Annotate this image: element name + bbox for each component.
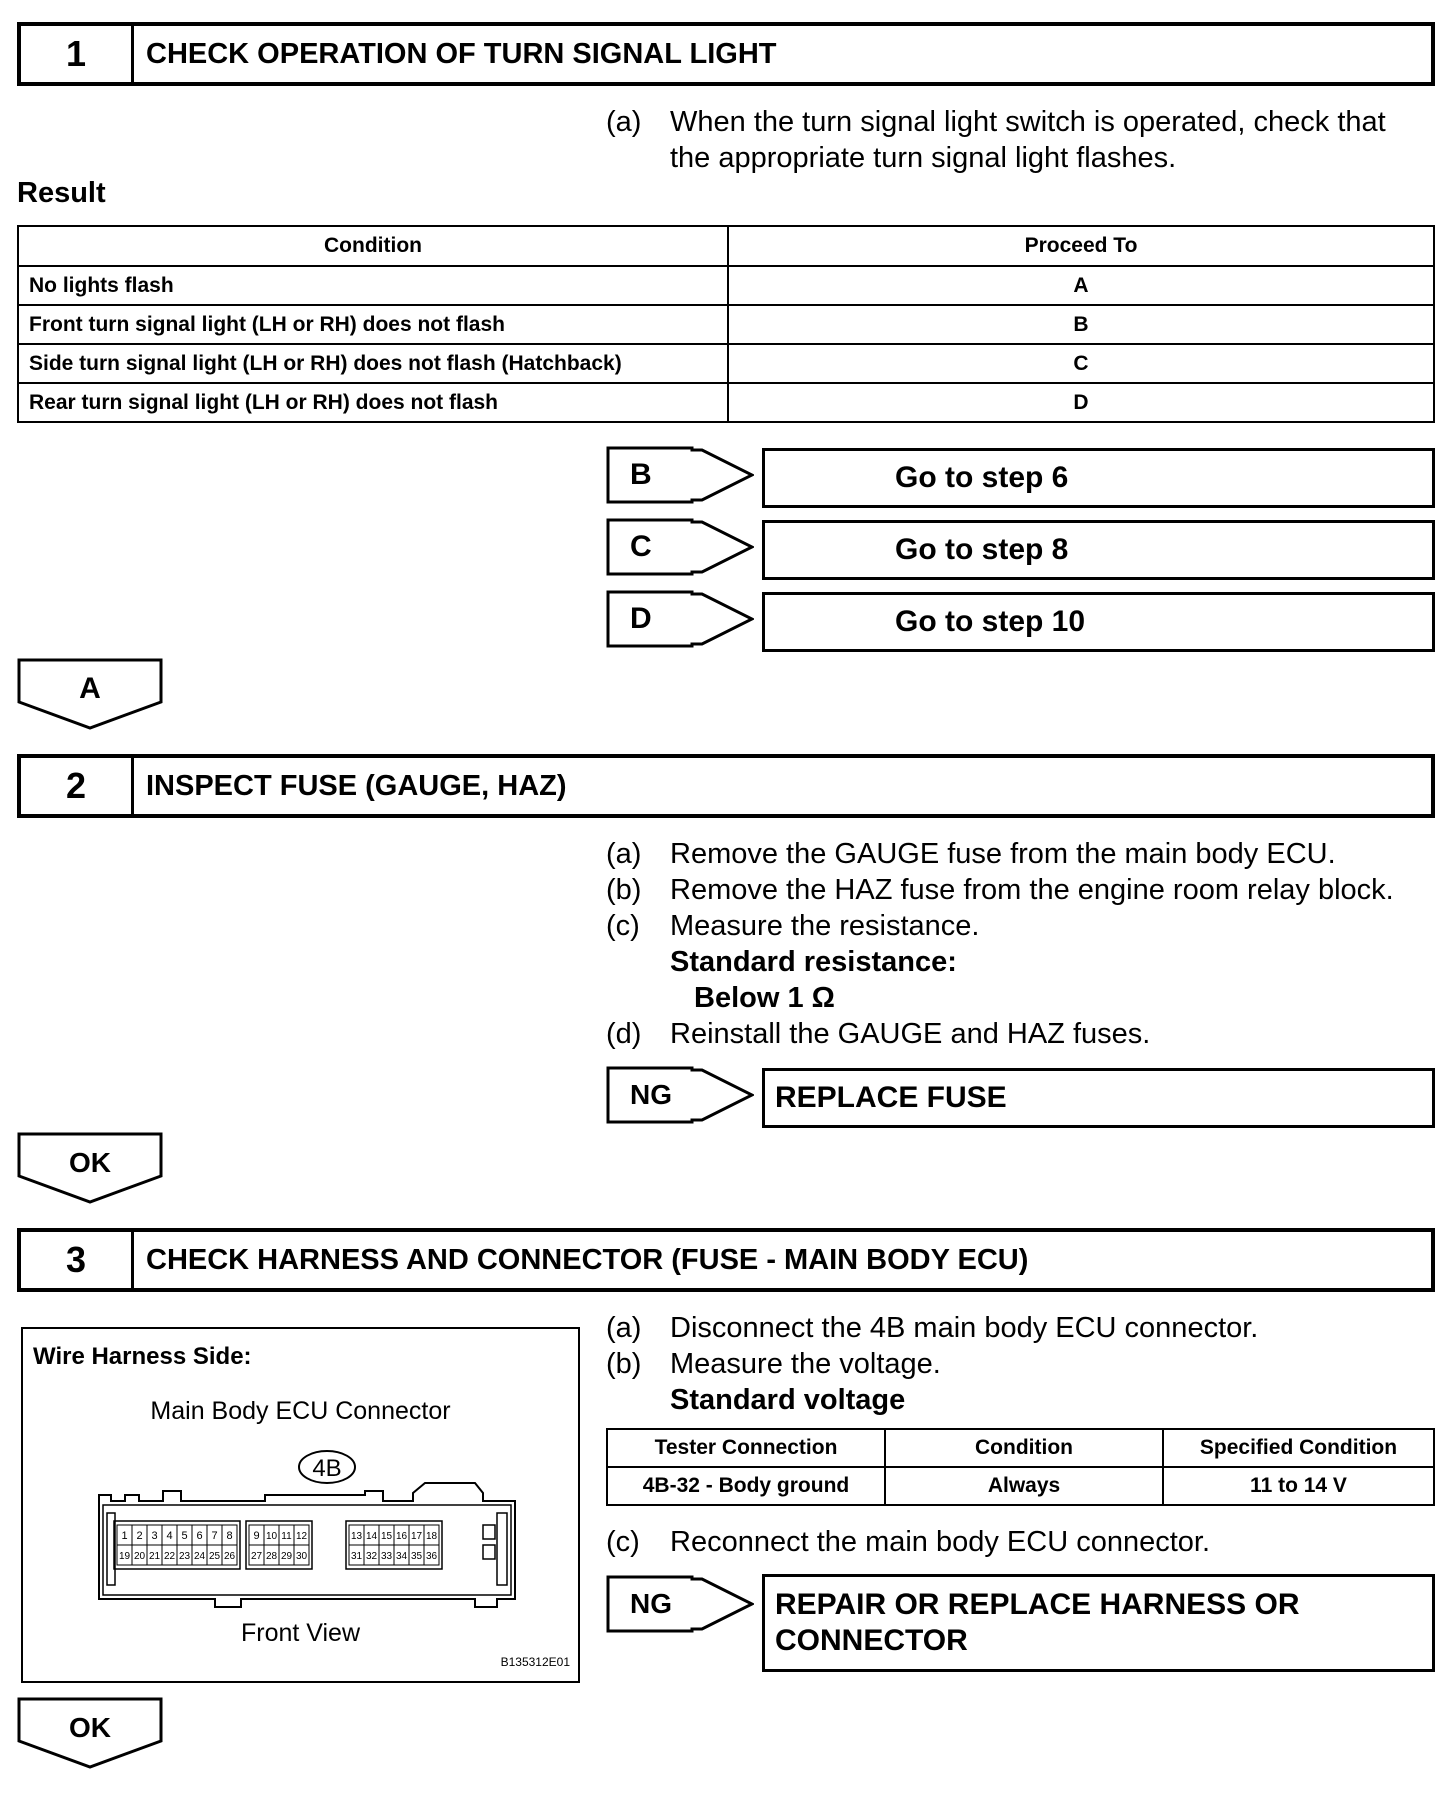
wire-harness-side-label: Wire Harness Side:	[33, 1343, 252, 1370]
connector-pin-number: 16	[395, 1531, 408, 1542]
branch-b-arrow-icon	[606, 446, 754, 504]
next-label: OK	[69, 1712, 111, 1743]
branch-b-action: Go to step 6	[762, 448, 1435, 508]
instruction-text-line-1: When the turn signal light switch is operated, check that	[670, 106, 1386, 138]
table-header-row	[18, 226, 1434, 266]
step-3-instructions	[606, 1310, 1446, 1420]
table-cell: Side turn signal light (LH or RH) does not flash (Hatchback)	[18, 344, 728, 383]
connector-pin-number: 30	[295, 1551, 308, 1562]
connector-pin-number: 36	[425, 1551, 438, 1562]
connector-pin-number: 9	[253, 1530, 260, 1542]
connector-pin-number: 4	[166, 1530, 173, 1542]
connector-pin-number: 6	[196, 1530, 203, 1542]
front-view-label: Front View	[240, 1619, 361, 1647]
branch-code: C	[630, 530, 652, 563]
result-table	[17, 225, 1435, 423]
branch-d-arrow-icon	[606, 590, 754, 648]
connector-pin-number: 24	[193, 1551, 206, 1562]
table-cell: 4B-32 - Body ground	[607, 1467, 885, 1505]
connector-name: Main Body ECU Connector	[150, 1397, 451, 1425]
connector-pin-number: 33	[380, 1551, 393, 1562]
connector-pin-number: 12	[295, 1531, 308, 1542]
pin-grid	[114, 1521, 442, 1569]
ng-action-line: REPAIR OR REPLACE HARNESS OR	[775, 1588, 1300, 1621]
instruction-label: (b)	[606, 874, 642, 906]
step-number: 2	[21, 758, 134, 814]
table-cell: C	[728, 344, 1434, 383]
ng-action: REPLACE FUSE	[762, 1068, 1435, 1128]
connector-pin-number: 15	[380, 1531, 393, 1542]
next-label: A	[79, 672, 101, 705]
instruction-label: (a)	[606, 1312, 642, 1344]
table-row	[18, 383, 1434, 422]
instruction-text: Remove the HAZ fuse from the engine room relay block.	[670, 874, 1394, 906]
step-title: INSPECT FUSE (GAUGE, HAZ)	[146, 769, 567, 802]
table-header-row	[607, 1429, 1434, 1467]
connector-pin-number: 29	[280, 1551, 293, 1562]
ng-action-line: CONNECTOR	[775, 1624, 968, 1657]
connector-pin-number: 21	[148, 1551, 161, 1562]
next-ok-down-arrow-icon	[17, 1697, 163, 1769]
instruction-label: (a)	[606, 838, 642, 870]
connector-pin-number: 3	[151, 1530, 158, 1542]
connector-pin-number: 32	[365, 1551, 378, 1562]
branch-code: D	[630, 602, 652, 635]
step-number: 1	[21, 26, 134, 82]
instruction-label: (c)	[606, 1526, 640, 1558]
table-cell: A	[728, 266, 1434, 305]
table-header-tester: Tester Connection	[607, 1429, 885, 1467]
table-cell: D	[728, 383, 1434, 422]
connector-key	[483, 1545, 495, 1559]
connector-pin-number: 20	[133, 1551, 146, 1562]
next-a-down-arrow-icon	[17, 658, 163, 730]
instruction-text-line-2: the appropriate turn signal light flashes.	[670, 142, 1177, 174]
instruction-text: Reconnect the main body ECU connector.	[670, 1526, 1211, 1558]
instruction-label: (c)	[606, 910, 640, 942]
instruction-label: (a)	[606, 106, 642, 138]
table-row	[607, 1467, 1434, 1505]
connector-pin-number: 26	[223, 1551, 236, 1562]
result-label: Result	[17, 177, 106, 209]
step-3-header	[17, 1228, 1435, 1292]
connector-pin-number: 10	[265, 1531, 278, 1542]
voltage-table	[606, 1428, 1435, 1506]
connector-inner	[103, 1505, 511, 1595]
connector-diagram	[21, 1327, 580, 1683]
branch-c-arrow-icon	[606, 518, 754, 576]
instruction-label: (d)	[606, 1018, 642, 1050]
connector-pin-number: 34	[395, 1551, 408, 1562]
step-title: CHECK HARNESS AND CONNECTOR (FUSE - MAIN BODY ECU)	[146, 1243, 1029, 1276]
step-1-instruction	[606, 104, 1446, 176]
ng-arrow-icon	[606, 1575, 754, 1633]
table-row	[18, 305, 1434, 344]
connector-key	[483, 1525, 495, 1539]
table-row	[18, 344, 1434, 383]
step-2-instructions	[606, 836, 1446, 1050]
connector-pin-number: 13	[350, 1531, 363, 1542]
table-cell: Rear turn signal light (LH or RH) does not flash	[18, 383, 728, 422]
table-cell: B	[728, 305, 1434, 344]
connector-pin-number: 18	[425, 1531, 438, 1542]
table-cell: Front turn signal light (LH or RH) does not flash	[18, 305, 728, 344]
instruction-text: Remove the GAUGE fuse from the main body ECU.	[670, 838, 1336, 870]
instruction-text: Measure the voltage.	[670, 1348, 941, 1380]
standard-resistance-label: Standard resistance:	[670, 946, 957, 978]
connector-pin-number: 35	[410, 1551, 423, 1562]
ng-action	[762, 1574, 1435, 1672]
connector-pin-number: 27	[250, 1551, 263, 1562]
standard-voltage-label: Standard voltage	[670, 1384, 906, 1416]
table-header-condition: Condition	[18, 226, 728, 266]
step-title: CHECK OPERATION OF TURN SIGNAL LIGHT	[146, 37, 777, 70]
table-cell: Always	[885, 1467, 1163, 1505]
connector-pin-number: 25	[208, 1551, 221, 1562]
branch-c-action: Go to step 8	[762, 520, 1435, 580]
instruction-text: Measure the resistance.	[670, 910, 980, 942]
connector-pin-number: 28	[265, 1551, 278, 1562]
table-row	[18, 266, 1434, 305]
step-2-header	[17, 754, 1435, 818]
connector-pin-number: 11	[281, 1531, 292, 1542]
step-number: 3	[21, 1232, 134, 1288]
table-cell: No lights flash	[18, 266, 728, 305]
table-header-proceed: Proceed To	[728, 226, 1434, 266]
connector-pin-number: 19	[118, 1551, 131, 1562]
connector-code: 4B	[312, 1455, 342, 1482]
standard-resistance-value: Below 1 Ω	[694, 982, 835, 1014]
connector-pin-number: 22	[163, 1551, 176, 1562]
step-1-header	[17, 22, 1435, 86]
ng-label: NG	[630, 1079, 672, 1110]
figure-id: B135312E01	[500, 1655, 570, 1669]
instruction-label: (b)	[606, 1348, 642, 1380]
connector-pin-number: 5	[181, 1530, 188, 1542]
table-header-condition: Condition	[885, 1429, 1163, 1467]
connector-pin-number: 1	[121, 1530, 128, 1542]
step-3-instruction-c	[606, 1524, 1446, 1560]
table-cell: 11 to 14 V	[1163, 1467, 1434, 1505]
connector-latch	[497, 1513, 507, 1585]
ng-arrow-icon	[606, 1066, 754, 1124]
connector-pin-number: 31	[350, 1551, 363, 1562]
connector-pin-number: 17	[410, 1531, 423, 1542]
connector-pin-number: 8	[226, 1530, 233, 1542]
branch-d-action: Go to step 10	[762, 592, 1435, 652]
connector-pin-number: 14	[365, 1531, 378, 1542]
branch-code: B	[630, 458, 652, 491]
next-ok-down-arrow-icon	[17, 1132, 163, 1204]
ng-label: NG	[630, 1588, 672, 1619]
table-header-specified: Specified Condition	[1163, 1429, 1434, 1467]
connector-pin-number: 7	[211, 1530, 218, 1542]
instruction-text: Disconnect the 4B main body ECU connector.	[670, 1312, 1259, 1344]
instruction-text: Reinstall the GAUGE and HAZ fuses.	[670, 1018, 1151, 1050]
connector-pin-number: 23	[178, 1551, 191, 1562]
connector-pin-number: 2	[136, 1530, 143, 1542]
next-label: OK	[69, 1147, 111, 1178]
connector-drawing	[65, 1449, 545, 1627]
